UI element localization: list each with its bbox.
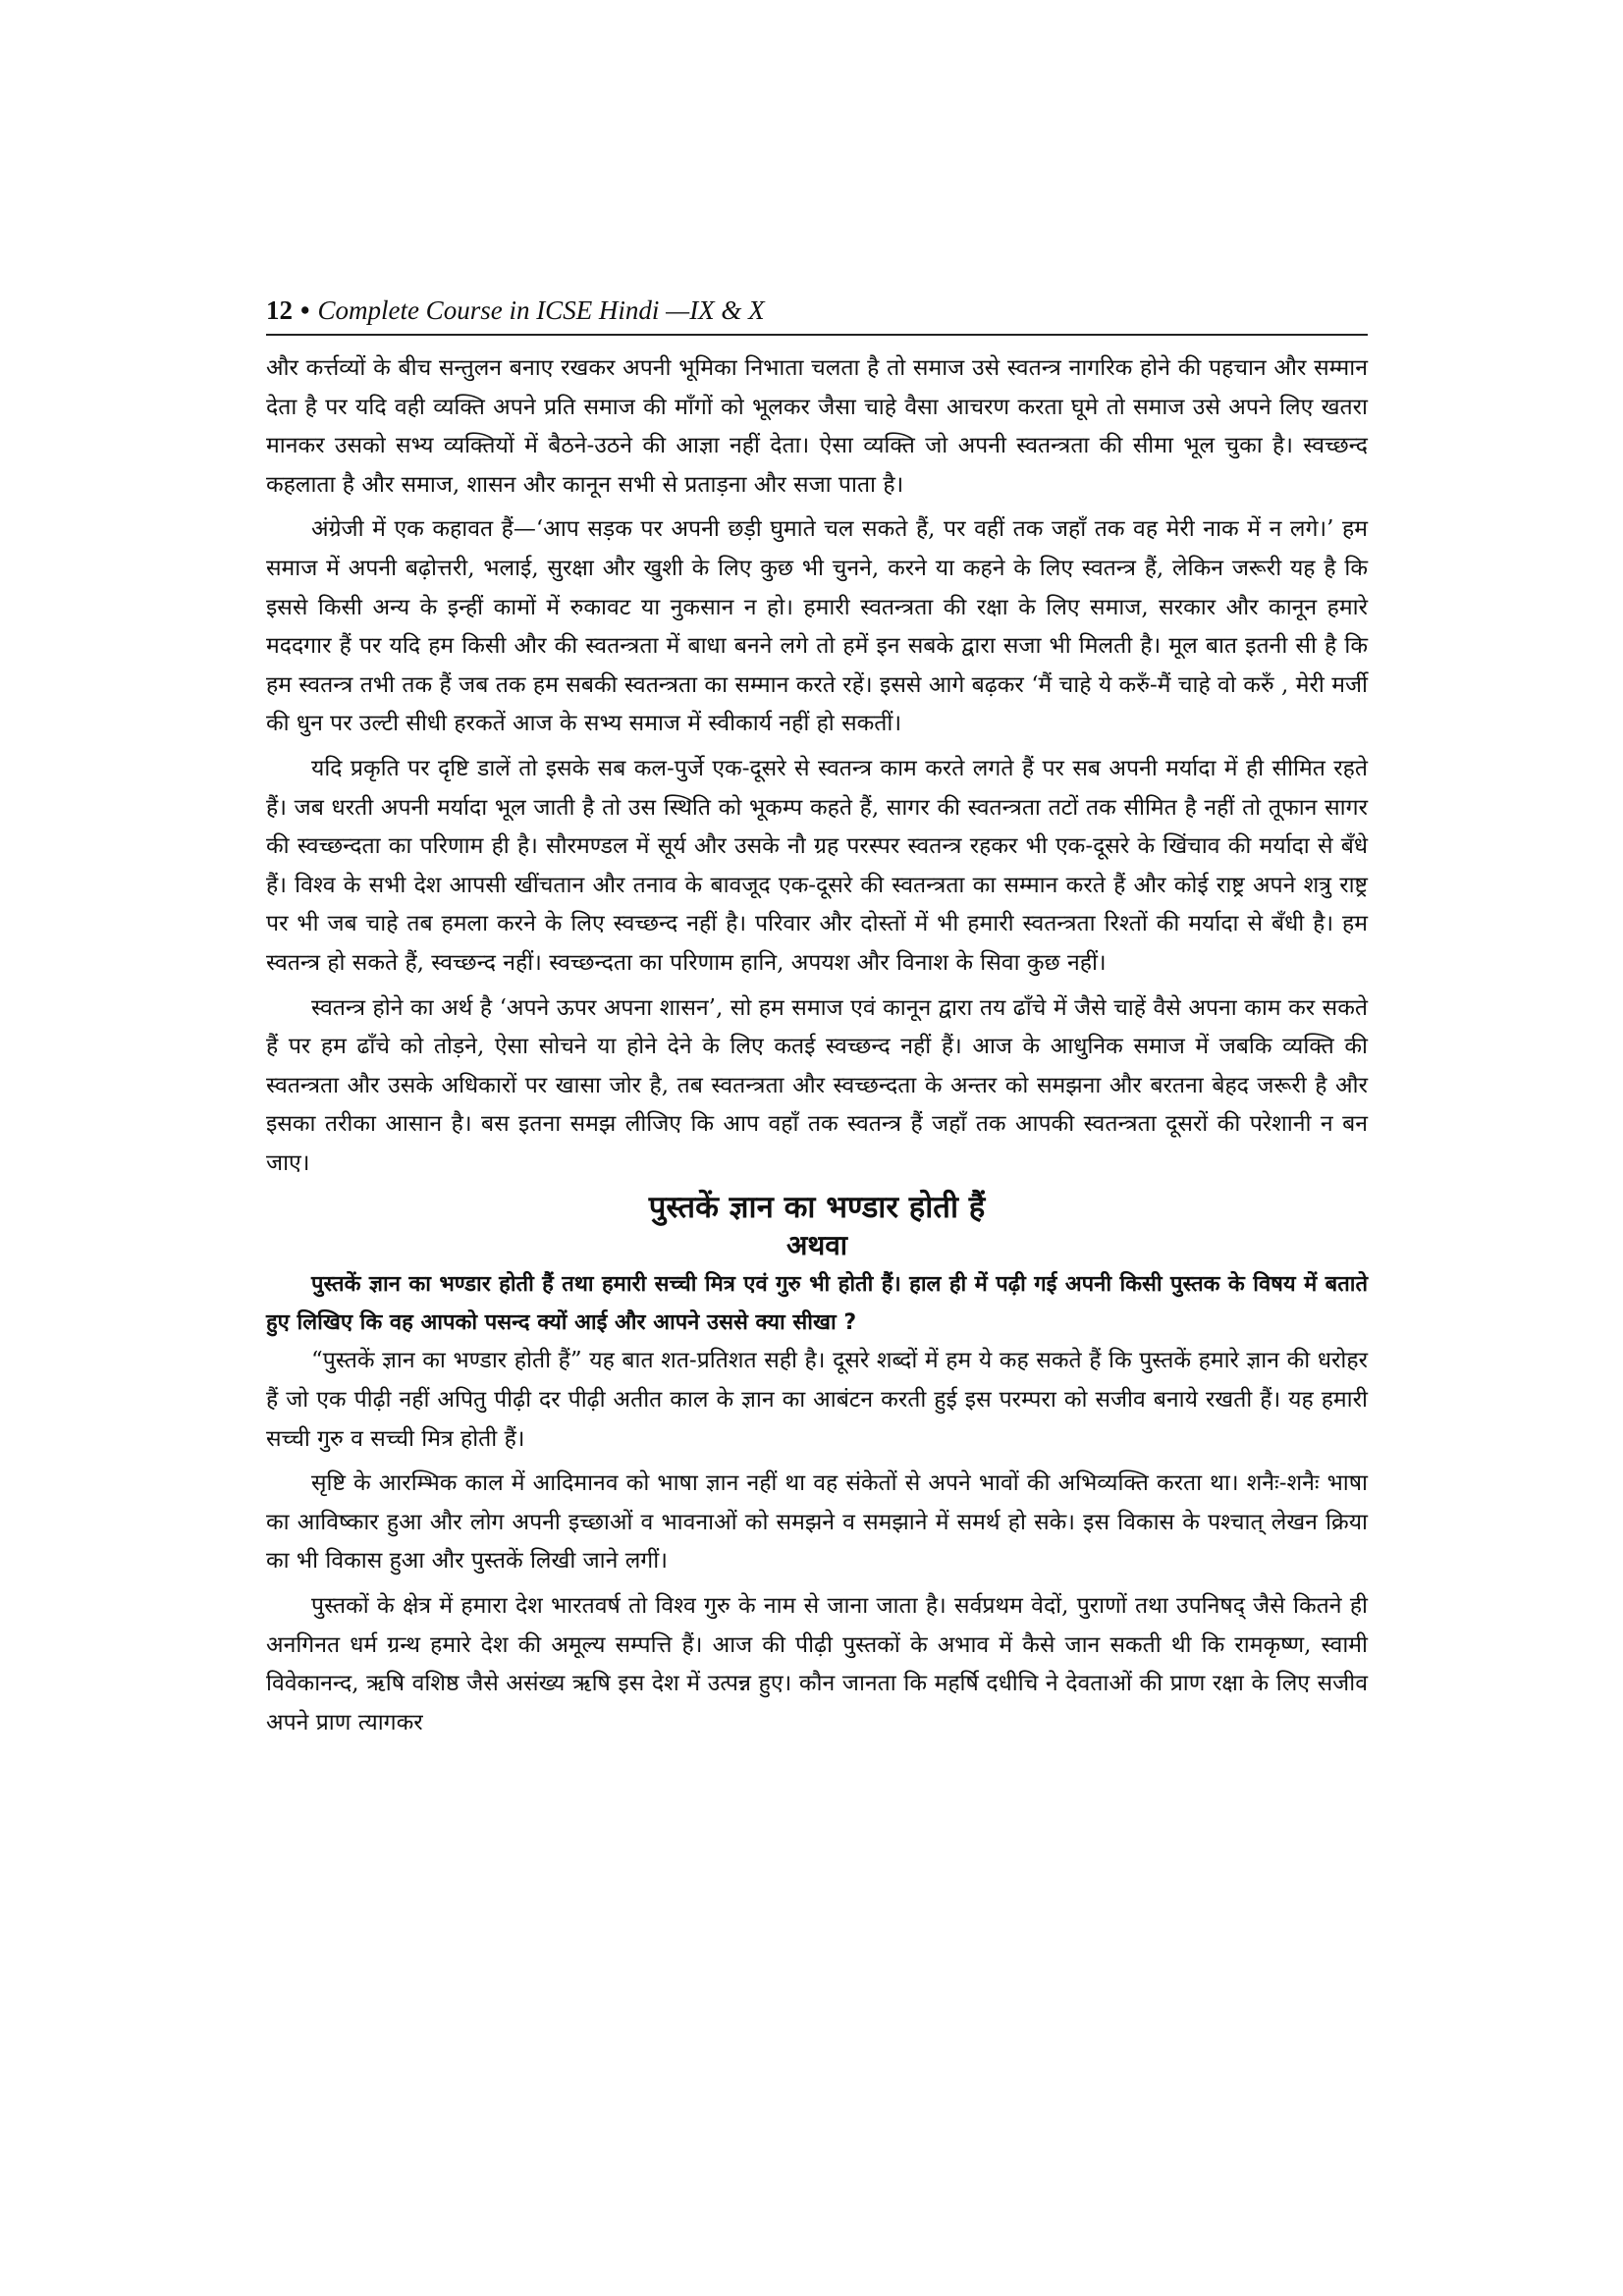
- paragraph: “पुस्तकें ज्ञान का भण्डार होती हैं” यह बात शत-प्रतिशत सही है। दूसरे शब्दों में हम ये कह सकते हैं कि पुस्तकें हमारे ज्ञान की धरोहर हैं जो एक पीढ़ी नहीं अपितु पीढ़ी दर पीढ़ी अतीत काल के ज्ञान का आबंटन करती हुई इस परम्परा को सजीव बनाये रखती हैं। यह हमारी सच्ची गुरु व सच्ची मित्र होती हैं।: [266, 1348, 1368, 1452]
- header-divider: [266, 334, 1368, 336]
- book-title: Complete Course in ICSE Hindi —IX & X: [317, 295, 765, 325]
- page-number: 12: [266, 295, 293, 325]
- essay-question: पुस्तकें ज्ञान का भण्डार होती हैं तथा हमारी सच्ची मित्र एवं गुरु भी होती हैं। हाल ही में पढ़ी गई अपनी किसी पुस्तक के विषय में बताते हुए लिखिए कि वह आपको पसन्द क्यों आई और आपने उससे क्या सीखा ?: [266, 1272, 1368, 1336]
- header-bullet: •: [300, 295, 310, 325]
- paragraph: स्वतन्त्र होने का अर्थ है ‘अपने ऊपर अपना शासन’, सो हम समाज एवं कानून द्वारा तय ढाँचे में जैसे चाहें वैसे अपना काम कर सकते हैं पर हम ढाँचे को तोड़ने, ऐसा सोचने या होने देने के लिए कतई स्वच्छन्द नहीं हैं। आज के आधुनिक समाज में जबकि व्यक्ति की स्वतन्त्रता और उसके अधिकारों पर खासा जोर है, तब स्वतन्त्रता और स्वच्छन्दता के अन्तर को समझना और बरतना बेहद जरूरी है और इसका तरीका आसान है। बस इतना समझ लीजिए कि आप वहाँ तक स्वतन्त्र हैं जहाँ तक आपकी स्वतन्त्रता दूसरों की परेशानी न बन जाए।: [266, 994, 1368, 1176]
- paragraph-continued: और कर्त्तव्यों के बीच सन्तुलन बनाए रखकर अपनी भूमिका निभाता चलता है तो समाज उसे स्वतन्त्र नागरिक होने की पहचान और सम्मान देता है पर यदि वही व्यक्ति अपने प्रति समाज की माँगों को भूलकर जैसा चाहे वैसा आचरण करता घूमे तो समाज उसे अपने लिए खतरा मानकर उसको सभ्य व्यक्तियों में बैठने-उठने की आज्ञा नहीं देता। ऐसा व्यक्ति जो अपनी स्वतन्त्रता की सीमा भूल चुका है। स्वच्छन्द कहलाता है और समाज, शासन और कानून सभी से प्रताड़ना और सजा पाता है।: [266, 355, 1368, 498]
- essay-title: पुस्तकें ज्ञान का भण्डार होती हैं: [648, 1190, 986, 1226]
- page-content: [266, 349, 1368, 1748]
- alternative-label: अथवा: [785, 1229, 848, 1262]
- paragraph: पुस्तकों के क्षेत्र में हमारा देश भारतवर्ष तो विश्व गुरु के नाम से जाना जाता है। सर्वप्रथम वेदों, पुराणों तथा उपनिषद् जैसे कितने ही अनगिनत धर्म ग्रन्थ हमारे देश की अमूल्य सम्पत्ति हैं। आज की पीढ़ी पुस्तकों के अभाव में कैसे जान सकती थी कि रामकृष्ण, स्वामी विवेकानन्द, ऋषि वशिष्ठ जैसे असंख्य ऋषि इस देश में उत्पन्न हुए। कौन जानता कि महर्षि दधीचि ने देवताओं की प्राण रक्षा के लिए सजीव अपने प्राण त्यागकर: [266, 1593, 1368, 1735]
- paragraph: सृष्टि के आरम्भिक काल में आदिमानव को भाषा ज्ञान नहीं था वह संकेतों से अपने भावों की अभिव्यक्ति करता था। शनैः-शनैः भाषा का आविष्कार हुआ और लोग अपनी इच्छाओं व भावनाओं को समझने व समझाने में समर्थ हो सके। इस विकास के पश्चात् लेखन क्रिया का भी विकास हुआ और पुस्तकें लिखी जाने लगीं।: [266, 1470, 1368, 1575]
- paragraph: अंग्रेजी में एक कहावत हैं—‘आप सड़क पर अपनी छड़ी घुमाते चल सकते हैं, पर वहीं तक जहाँ तक वह मेरी नाक में न लगे।’ हम समाज में अपनी बढ़ोत्तरी, भलाई, सुरक्षा और खुशी के लिए कुछ भी चुनने, करने या कहने के लिए स्वतन्त्र हैं, लेकिन जरूरी यह है कि इससे किसी अन्य के इन्हीं कामों में रुकावट या नुकसान न हो। हमारी स्वतन्त्रता की रक्षा के लिए समाज, सरकार और कानून हमारे मददगार हैं पर यदि हम किसी और की स्वतन्त्रता में बाधा बनने लगे तो हमें इन सबके द्वारा सजा भी मिलती है। मूल बात इतनी सी है कि हम स्वतन्त्र तभी तक हैं जब तक हम सबकी स्वतन्त्रता का सम्मान करते रहें। इससे आगे बढ़कर ‘मैं चाहे ये करुँ-मैं चाहे वो करुँ , मेरी मर्जी की धुन पर उल्टी सीधी हरकतें आज के सभ्य समाज में स्वीकार्य नहीं हो सकतीं।: [266, 516, 1368, 737]
- running-header: [266, 294, 1368, 326]
- paragraph: यदि प्रकृति पर दृष्टि डालें तो इसके सब कल-पुर्जे एक-दूसरे से स्वतन्त्र काम करते लगते हैं पर सब अपनी मर्यादा में ही सीमित रहते हैं। जब धरती अपनी मर्यादा भूल जाती है तो उस स्थिति को भूकम्प कहते हैं, सागर की स्वतन्त्रता तटों तक सीमित है नहीं तो तूफान सागर की स्वच्छन्दता का परिणाम ही है। सौरमण्डल में सूर्य और उसके नौ ग्रह परस्पर स्वतन्त्र रहकर भी एक-दूसरे के खिंचाव की मर्यादा से बँधे हैं। विश्व के सभी देश आपसी खींचतान और तनाव के बावजूद एक-दूसरे की स्वतन्त्रता का सम्मान करते हैं और कोई राष्ट्र अपने शत्रु राष्ट्र पर भी जब चाहे तब हमला करने के लिए स्वच्छन्द नहीं है। परिवार और दोस्तों में भी हमारी स्वतन्त्रता रिश्तों की मर्यादा से बँधी है। हम स्वतन्त्र हो सकते हैं, स्वच्छन्द नहीं। स्वच्छन्दता का परिणाम हानि, अपयश और विनाश के सिवा कुछ नहीं।: [266, 755, 1368, 976]
